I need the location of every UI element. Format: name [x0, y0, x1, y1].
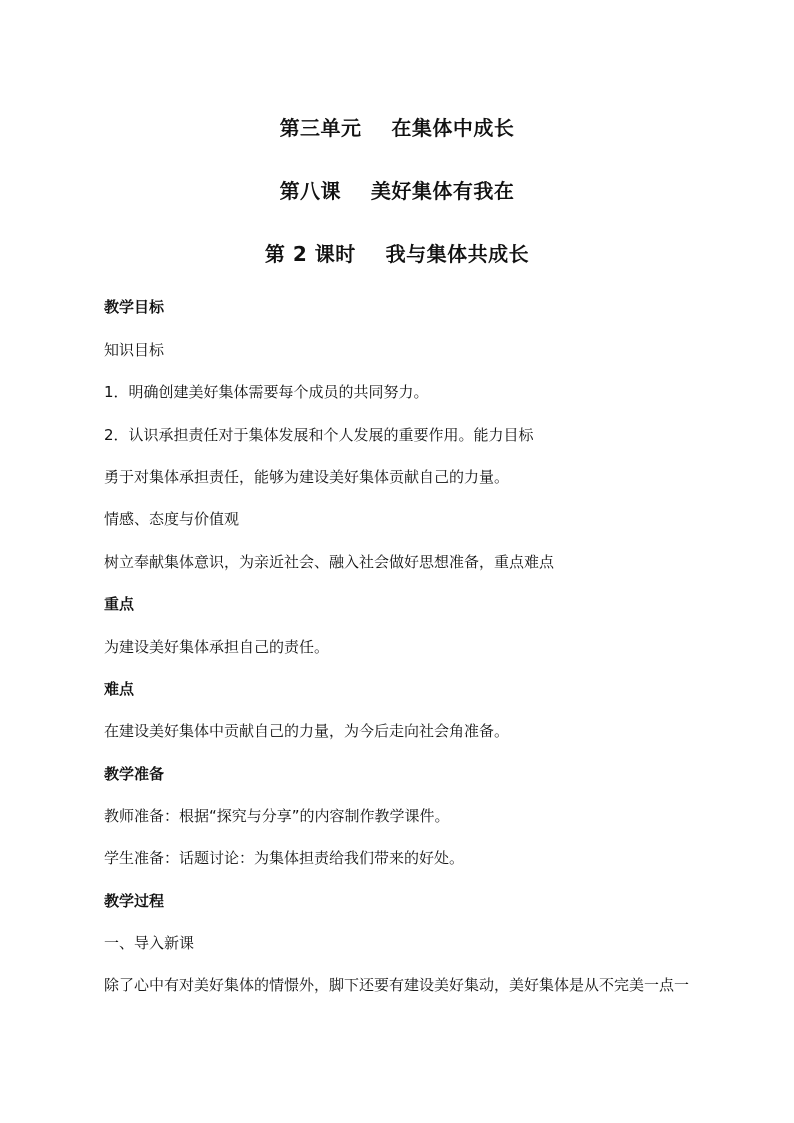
subheading-introduction: 一、导入新课 [104, 934, 195, 952]
paragraph-student-preparation: 学生准备：话题讨论：为集体担责给我们带来的好处。 [104, 849, 465, 867]
paragraph-introduction: 除了心中有对美好集体的情憬外，脚下还要有建设美好集动，美好集体是从不完美一点一 [104, 976, 690, 994]
paragraph-difficulty: 在建设美好集体中贡献自己的力量，为今后走向社会角准备。 [104, 722, 510, 740]
paragraph-ability-goal: 勇于对集体承担责任，能够为建设美好集体贡献自己的力量。 [104, 468, 510, 486]
subheading-knowledge-goals: 知识目标 [104, 341, 165, 359]
section-heading-preparation: 教学准备 [104, 765, 165, 783]
paragraph-goal-1: 1．明确创建美好集体需要每个成员的共同努力。 [104, 383, 429, 401]
section-heading-process: 教学过程 [104, 892, 165, 910]
period-title: 第 2 课时 我与集体共成长 [264, 242, 530, 266]
lesson-title: 第八课 美好集体有我在 [279, 179, 515, 203]
section-heading-difficulty: 难点 [104, 680, 135, 698]
section-heading-key-point: 重点 [104, 595, 135, 613]
paragraph-key-point: 为建设美好集体承担自己的责任。 [104, 638, 330, 656]
subheading-values: 情感、态度与价值观 [104, 510, 240, 528]
paragraph-values: 树立奉献集体意识，为亲近社会、融入社会做好思想准备，重点难点 [104, 553, 555, 571]
paragraph-teacher-preparation: 教师准备：根据“探究与分享”的内容制作教学课件。 [104, 807, 450, 825]
section-heading-teaching-goals: 教学目标 [104, 298, 165, 316]
paragraph-goal-2: 2．认识承担责任对于集体发展和个人发展的重要作用。能力目标 [104, 426, 534, 444]
unit-title: 第三单元 在集体中成长 [279, 116, 515, 140]
